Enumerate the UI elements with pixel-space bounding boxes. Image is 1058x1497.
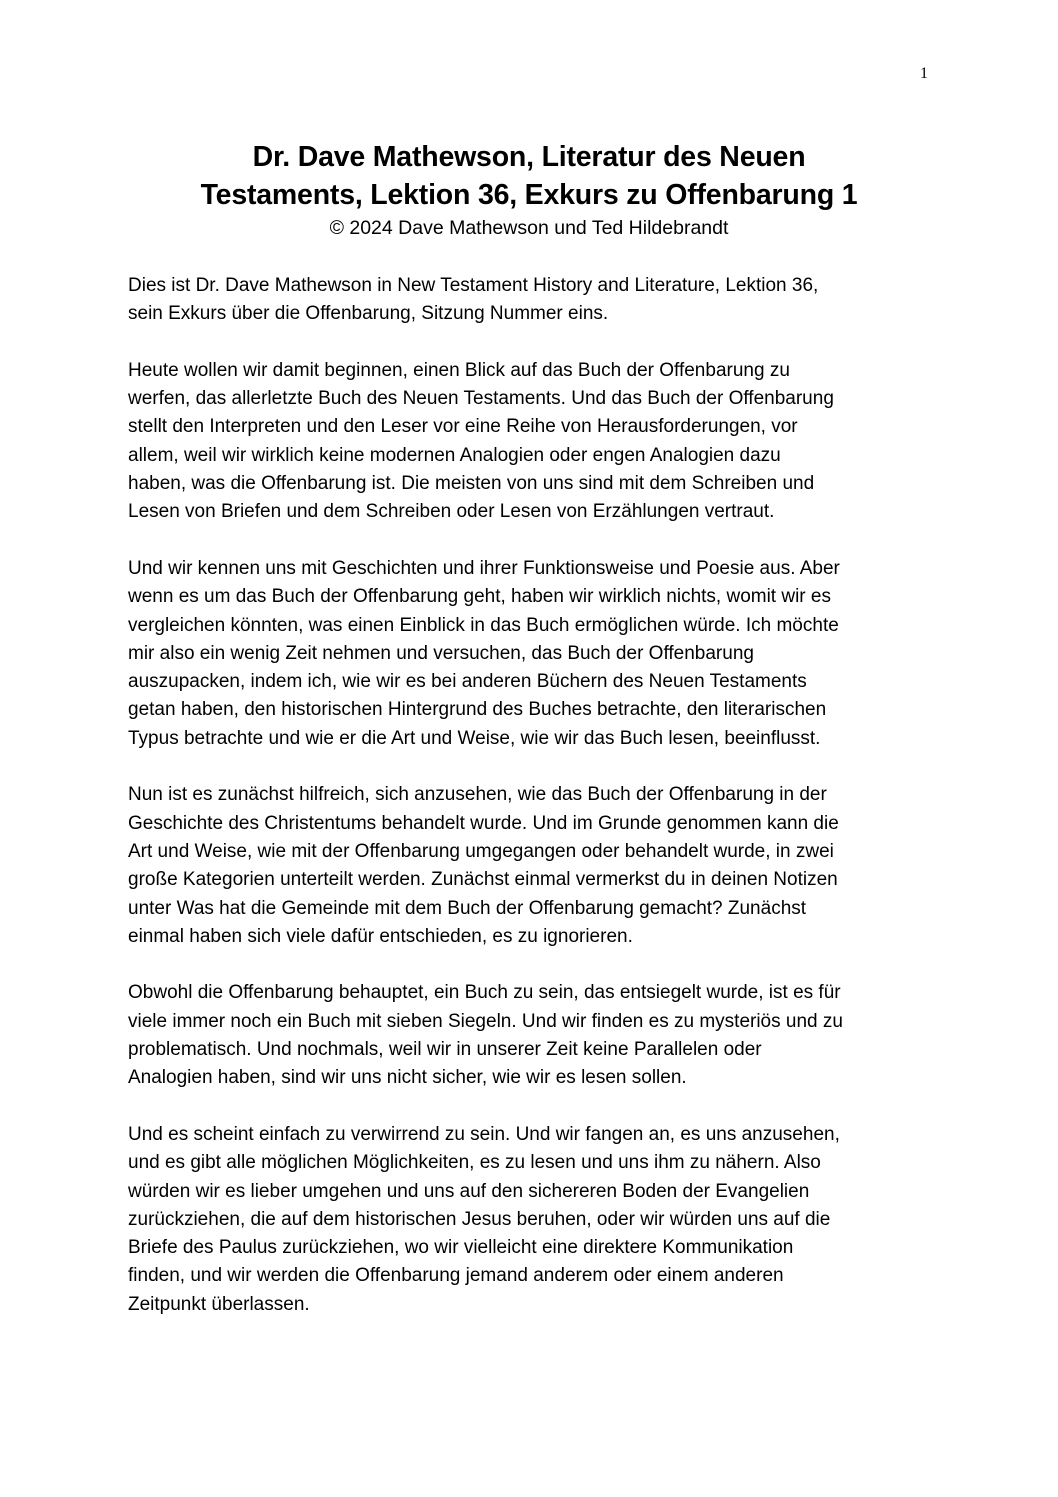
text-line: große Kategorien unterteilt werden. Zunächst einmal vermerkst du in deinen Notizen — [128, 869, 838, 891]
text-line: getan haben, den historischen Hintergrund des Buches betrachte, den literarischen — [128, 699, 827, 721]
paragraph — [128, 272, 940, 329]
paragraph — [128, 555, 940, 753]
text-line: Heute wollen wir damit beginnen, einen Blick auf das Buch der Offenbarung zu — [128, 359, 790, 381]
text-line: werfen, das allerletzte Buch des Neuen Testaments. Und das Buch der Offenbarung — [128, 388, 834, 410]
text-line: Geschichte des Christentums behandelt wurde. Und im Grunde genommen kann die — [128, 812, 839, 834]
paragraph — [128, 1121, 940, 1319]
text-line: Nun ist es zunächst hilfreich, sich anzusehen, wie das Buch der Offenbarung in der — [128, 784, 827, 806]
text-line: Lesen von Briefen und dem Schreiben oder Lesen von Erzählungen vertraut. — [128, 501, 775, 523]
text-line: mir also ein wenig Zeit nehmen und versuchen, das Buch der Offenbarung — [128, 642, 754, 664]
text-line: Und wir kennen uns mit Geschichten und ihrer Funktionsweise und Poesie aus. Aber — [128, 557, 840, 579]
text-line: sein Exkurs über die Offenbarung, Sitzung Nummer eins. — [128, 303, 609, 325]
document-header — [100, 138, 958, 242]
page-number: 1 — [920, 65, 928, 82]
text-line: problematisch. Und nochmals, weil wir in unserer Zeit keine Parallelen oder — [128, 1039, 762, 1061]
paragraph — [128, 357, 940, 527]
text-line: Analogien haben, sind wir uns nicht sicher, wie wir es lesen sollen. — [128, 1067, 687, 1089]
text-line: wenn es um das Buch der Offenbarung geht, haben wir wirklich nichts, womit wir es — [128, 586, 831, 608]
title-line-2: Testaments, Lektion 36, Exkurs zu Offenbarung 1 — [200, 179, 858, 211]
text-line: Und es scheint einfach zu verwirrend zu sein. Und wir fangen an, es uns anzusehen, — [128, 1123, 840, 1145]
text-line: Art und Weise, wie mit der Offenbarung umgegangen oder behandelt wurde, in zwei — [128, 840, 834, 862]
text-line: würden wir es lieber umgehen und uns auf den sichereren Boden der Evangelien — [128, 1180, 810, 1202]
text-line: vergleichen könnten, was einen Einblick in das Buch ermöglichen würde. Ich möchte — [128, 614, 839, 636]
text-line: haben, was die Offenbarung ist. Die meisten von uns sind mit dem Schreiben und — [128, 473, 815, 495]
document-body — [128, 272, 940, 1347]
paragraph — [128, 781, 940, 951]
title-line-1: Dr. Dave Mathewson, Literatur des Neuen — [252, 141, 806, 173]
text-line: unter Was hat die Gemeinde mit dem Buch der Offenbarung gemacht? Zunächst — [128, 897, 807, 919]
copyright-notice: © 2024 Dave Mathewson und Ted Hildebrandt — [329, 217, 729, 239]
text-line: und es gibt alle möglichen Möglichkeiten, es zu lesen und uns ihm zu nähern. Also — [128, 1152, 821, 1174]
text-line: auszupacken, indem ich, wie wir es bei anderen Büchern des Neuen Testaments — [128, 671, 807, 693]
text-line: einmal haben sich viele dafür entschieden, es zu ignorieren. — [128, 925, 633, 947]
text-line: allem, weil wir wirklich keine modernen Analogien oder engen Analogien dazu — [128, 444, 781, 466]
text-line: viele immer noch ein Buch mit sieben Siegeln. Und wir finden es zu mysteriös und zu — [128, 1010, 843, 1032]
text-line: zurückziehen, die auf dem historischen Jesus beruhen, oder wir würden uns auf die — [128, 1208, 831, 1230]
text-line: Zeitpunkt überlassen. — [128, 1293, 310, 1315]
paragraph — [128, 979, 940, 1092]
text-line: Typus betrachte und wie er die Art und Weise, wie wir das Buch lesen, beeinflusst. — [128, 727, 821, 749]
text-line: stellt den Interpreten und den Leser vor eine Reihe von Herausforderungen, vor — [128, 416, 798, 438]
text-line: Briefe des Paulus zurückziehen, wo wir vielleicht eine direktere Kommunikation — [128, 1237, 794, 1259]
text-line: finden, und wir werden die Offenbarung jemand anderem oder einem anderen — [128, 1265, 784, 1287]
text-line: Dies ist Dr. Dave Mathewson in New Testament History and Literature, Lektion 36, — [128, 275, 819, 296]
text-line: Obwohl die Offenbarung behauptet, ein Buch zu sein, das entsiegelt wurde, ist es für — [128, 982, 841, 1004]
